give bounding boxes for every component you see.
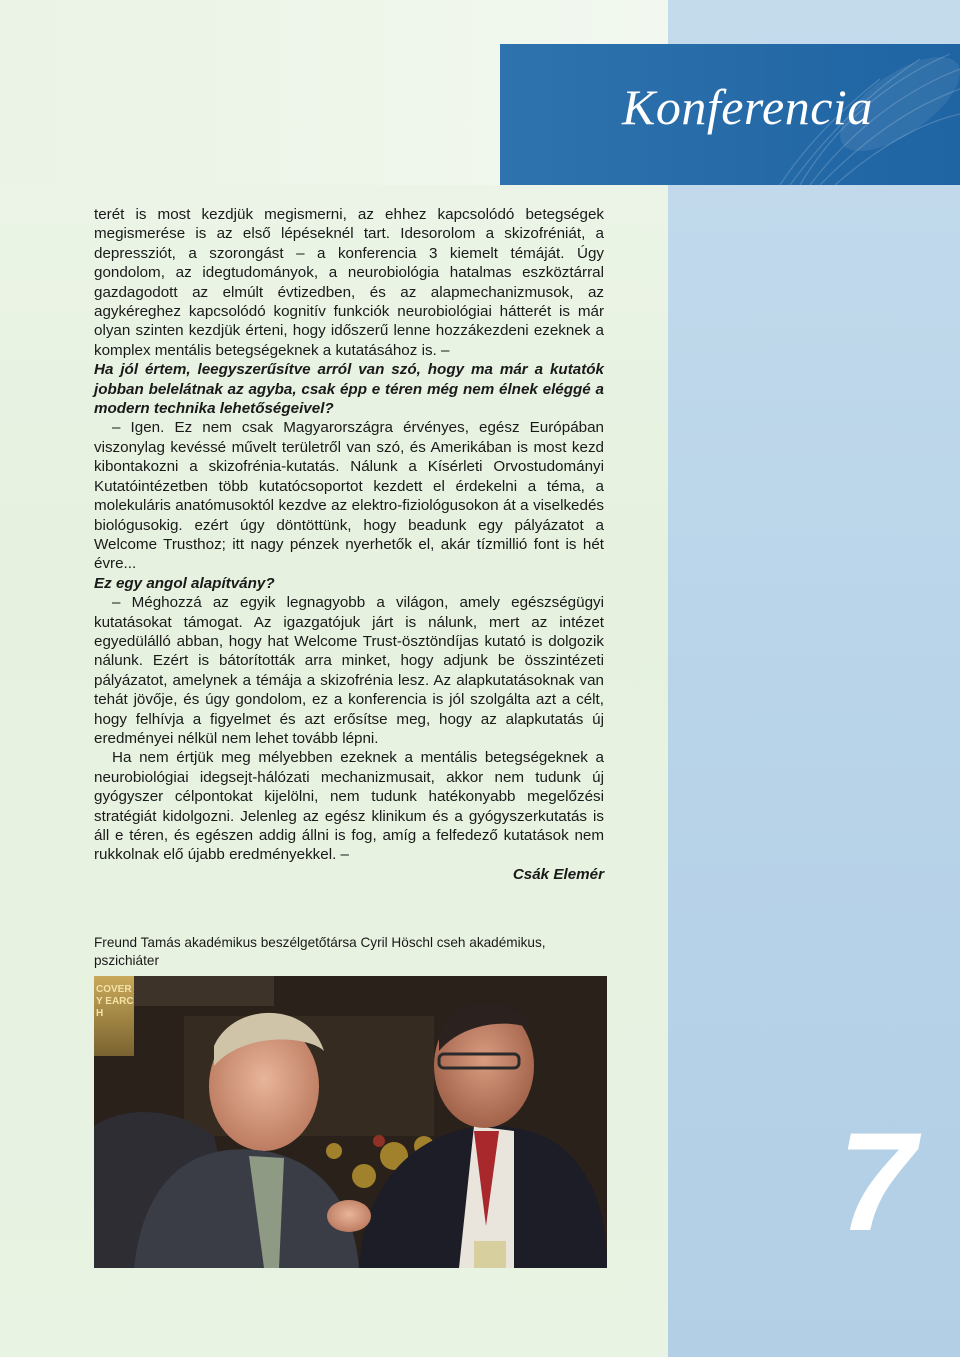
- interview-question: Ha jól értem, leegyszerűsítve arról van szó, hogy ma már a kutatók jobban belelátnak az agyba, csak épp e téren még nem élnek eléggé a modern technika lehetőségeivel?: [94, 361, 604, 418]
- article-body: [94, 205, 604, 884]
- author-signature: Csák Elemér: [512, 865, 604, 883]
- photo-banner-text: COVERY EARCH: [96, 984, 134, 1019]
- article-paragraph: terét is most kezdjük megismerni, az ehhez kapcsolódó betegségek megismerése is az első lépéseknél tart. Idesorolom a skizofréniát, a depressziót, a szorongást – a konferencia 3 kiemelt témáját. Úgy gondolom, az idegtudományok, a neurobiológia hatalmas eszköztárral gazdagodott az elmúlt évtizedben, és az alapmechanizmusok, az agykéreghez kapcsolódó kognitív funkciók neurobiológiai hátterét is már olyan szinten kezdjük érteni, hogy időszerű lenne hozzákezdeni ezeknek a komplex mentális betegségeknek a kutatásához is. –: [94, 206, 604, 359]
- page-number: 7: [838, 1103, 916, 1260]
- conference-photo: [94, 976, 607, 1268]
- photo-illustration: [94, 976, 607, 1268]
- article-paragraph: – Méghozzá az egyik legnagyobb a világon, amely egészségügyi kutatásokat támogat. Az igazgatójuk járt is nálunk, mert az intézet egyedülálló abban, hogy hat Welcome Trust-ösztöndíjas kutató is dolgozik nálunk. Ezért is bátorították arra minket, hogy adjunk be összintézeti pályázatot, amelynek a témája a skizofrénia lesz. Az alapkutatásoknak van tehát jövője, és úgy gondolom, ez a konferencia is jól szolgálta azt a célt, hogy felhívja a figyelmet és azt erősítse meg, hogy az alapkutatás új eredményei nélkül nem lehet tovább lépni.: [94, 594, 604, 747]
- article-paragraph: Ha nem értjük meg mélyebben ezeknek a mentális betegségeknek a neurobiológiai idegsejt-hálózati mechanizmusait, akkor nem tudunk új gyógyszer célpontokat kijelölni, nem tudunk hatékonyabb megelőzési stratégiát kidolgozni. Jelenleg az egész klinikum és a gyógyszerkutatás is áll e téren, és egészen addig állni is fog, amíg a felfedező kutatások nem rukkolnak elő újabb eredményekkel. –: [94, 749, 604, 864]
- article-paragraph: – Igen. Ez nem csak Magyarországra érvényes, egész Európában viszonylag kevéssé művelt területről van szó, és Amerikában is most kezd kibontakozni a skizofrénia-kutatás. Nálunk a Kísérleti Orvostudományi Kutatóintézetben több kutatócsoportot kezdett el érdekelni a téma, a molekuláris anatómusoktól kezdve az elektro-fiziológusokon át a viselkedés biológusokig. ezért úgy döntöttünk, hogy beadunk egy pályázatot a Welcome Trusthoz; itt nagy pénzek nyerhetők el, akár tízmillió font is hét évre...: [94, 419, 604, 573]
- photo-caption: Freund Tamás akadémikus beszélgetőtársa Cyril Höschl cseh akadémikus, pszichiáter: [94, 935, 546, 968]
- section-title: Konferencia: [622, 79, 873, 135]
- interview-question: Ez egy angol alapítvány?: [94, 574, 275, 592]
- right-sidebar-column: [668, 0, 960, 1357]
